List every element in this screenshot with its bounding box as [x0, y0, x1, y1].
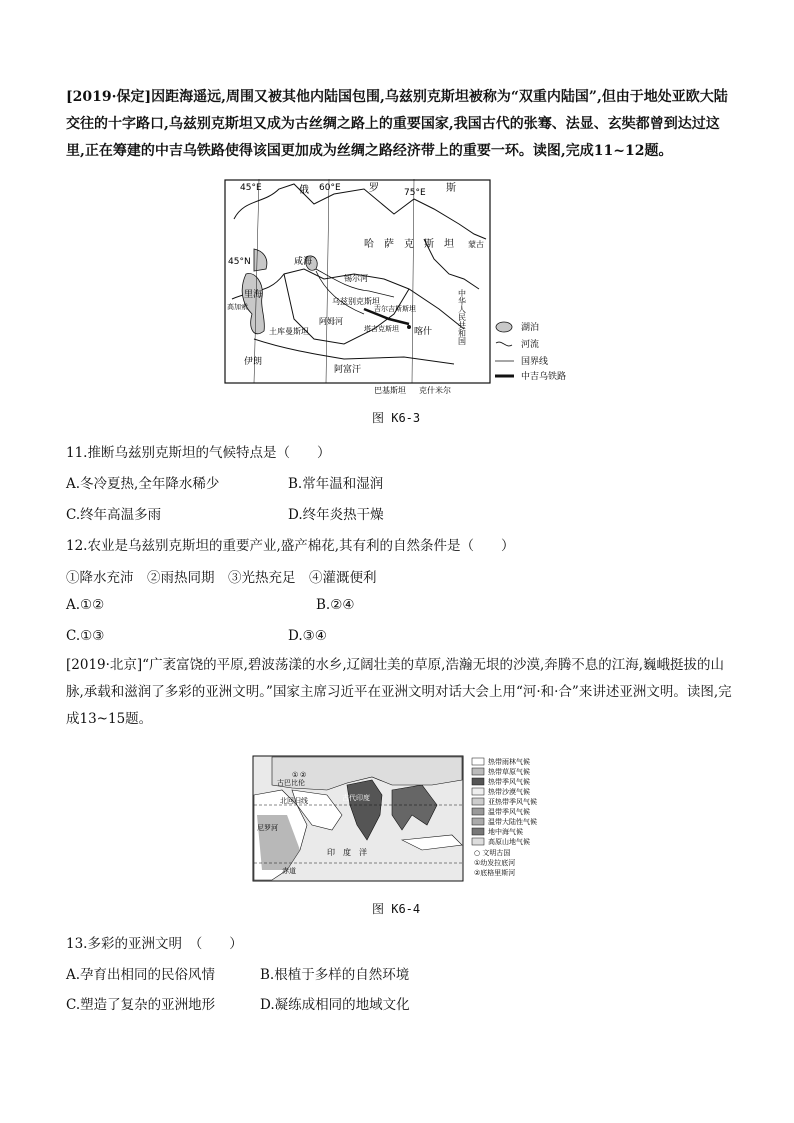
legend-mediterranean: 地中海气候: [488, 828, 523, 836]
legend-subtropical-monsoon: 亚热带季风气候: [488, 798, 537, 806]
q12-option-d: D.③④: [288, 628, 327, 644]
label-tropic-of-cancer: 北回归线: [280, 797, 308, 805]
label-caspian: 里海: [244, 290, 263, 300]
question-11: 11.推断乌兹别克斯坦的气候特点是（ ）: [66, 445, 331, 461]
legend-ancient-civilization: ○ 文明古国: [474, 849, 511, 857]
label-kashmir: 克什米尔: [419, 386, 451, 395]
legend-tigris: ②底格里斯河: [474, 869, 516, 877]
legend-tropical-desert: 热带沙漠气候: [488, 788, 530, 796]
label-afghanistan: 阿富汗: [334, 365, 362, 375]
q12-option-c: C.①③: [66, 628, 105, 644]
passage-2: [2019·北京]“广袤富饶的平原,碧波荡漾的水乡,辽阔壮美的草原,浩瀚无垠的沙漠,奔腾不息的江海,巍峨挺拔的山脉,承载和滋润了多彩的亚洲文明。”国家主席习近平在亚洲文明对话大会上用“河·和·合”来讲述亚洲文明。读图,完成13~15题。: [66, 657, 732, 727]
q13-option-d: D.凝练成相同的地域文化: [260, 997, 410, 1013]
figure-caption-k6-3: 图 K6-3: [372, 411, 421, 425]
legend-euphrates: ①幼发拉底河: [474, 859, 516, 867]
label-nile: 尼罗河: [257, 824, 278, 832]
label-caucasus: 高加索: [227, 303, 248, 311]
q11-option-c: C.终年高温多雨: [66, 507, 162, 523]
legend-tropical-savanna: 热带草原气候: [488, 768, 530, 776]
legend-lake: 湖泊: [521, 323, 540, 333]
label-aral: 咸海: [294, 257, 313, 267]
lon-60-label: 60°E: [319, 183, 341, 193]
lat-45-label: 45°N: [228, 257, 251, 267]
uzbekistan-map: [224, 179, 576, 399]
label-luo: 罗: [369, 183, 379, 194]
label-ancient-india: 古代印度: [342, 794, 370, 802]
lon-75-label: 75°E: [404, 188, 426, 198]
label-china: 中华人民共和国: [457, 289, 467, 345]
label-kashgar: 喀什: [414, 327, 433, 337]
legend-border: 国界线: [521, 357, 549, 367]
label-mongolia: 蒙古: [468, 240, 484, 249]
legend-tropical-monsoon: 热带季风气候: [488, 778, 530, 786]
question-12: 12.农业是乌兹别克斯坦的重要产业,盛产棉花,其有利的自然条件是（ ）: [66, 538, 515, 554]
label-river-1: ①: [292, 771, 299, 779]
label-river-2: ②: [300, 771, 307, 779]
figure-caption-k6-4: 图 K6-4: [372, 902, 421, 916]
label-e: 俄: [299, 185, 309, 196]
lon-45-label: 45°E: [240, 183, 262, 193]
legend-railway: 中吉乌铁路: [521, 372, 567, 382]
q12-conditions: ①降水充沛 ②雨热同期 ③光热充足 ④灌溉便利: [66, 570, 377, 586]
q13-option-c: C.塑造了复杂的亚洲地形: [66, 997, 216, 1013]
label-kyrgyzstan: 吉尔吉斯斯坦: [374, 305, 416, 313]
label-babylon: 古巴比伦: [277, 779, 305, 787]
label-indian-ocean: 印 度 洋: [327, 848, 367, 857]
q11-option-b: B.常年温和湿润: [288, 476, 384, 492]
label-si: 斯: [446, 183, 456, 194]
q13-option-a: A.孕育出相同的民俗风情: [66, 967, 216, 983]
label-turkmenistan: 土库曼斯坦: [269, 327, 309, 336]
asia-climate-map: [252, 755, 552, 885]
legend-highland: 高原山地气候: [488, 838, 530, 846]
label-kazakhstan: 哈萨克斯坦: [364, 239, 464, 250]
q11-option-a: A.冬冷夏热,全年降水稀少: [66, 476, 220, 492]
q11-option-d: D.终年炎热干燥: [288, 507, 384, 523]
label-pakistan: 巴基斯坦: [374, 386, 406, 395]
passage-1: [2019·保定]因距海遥远,周围又被其他内陆国包围,乌兹别克斯坦被称为“双重内陆国”,但由于地处亚欧大陆交往的十字路口,乌兹别克斯坦又成为古丝绸之路上的重要国家,我国古代的张骞、法显、玄奘都曾到达过这里,正在筹建的中吉乌铁路使得该国更加成为丝绸之路经济带上的重要一环。读图,完成11~12题。: [66, 89, 728, 159]
label-equator: 赤道: [282, 867, 296, 875]
legend-tropical-rainforest: 热带雨林气候: [488, 758, 530, 766]
label-amu-darya: 阿姆河: [319, 317, 343, 326]
question-13: 13.多彩的亚洲文明 （ ）: [66, 936, 243, 952]
legend-river: 河流: [521, 340, 540, 350]
label-tajikistan: 塔吉克斯坦: [364, 325, 399, 333]
label-syr-darya: 锡尔河: [344, 274, 368, 283]
q13-option-b: B.根植于多样的自然环境: [260, 967, 410, 983]
label-iran: 伊朗: [244, 357, 263, 367]
legend-temperate-monsoon: 温带季风气候: [488, 808, 530, 816]
q12-option-b: B.②④: [316, 597, 355, 613]
legend-temperate-continental: 温带大陆性气候: [488, 818, 537, 826]
q12-option-a: A.①②: [66, 597, 105, 613]
label-uzbekistan: 乌兹别克斯坦: [332, 297, 380, 306]
